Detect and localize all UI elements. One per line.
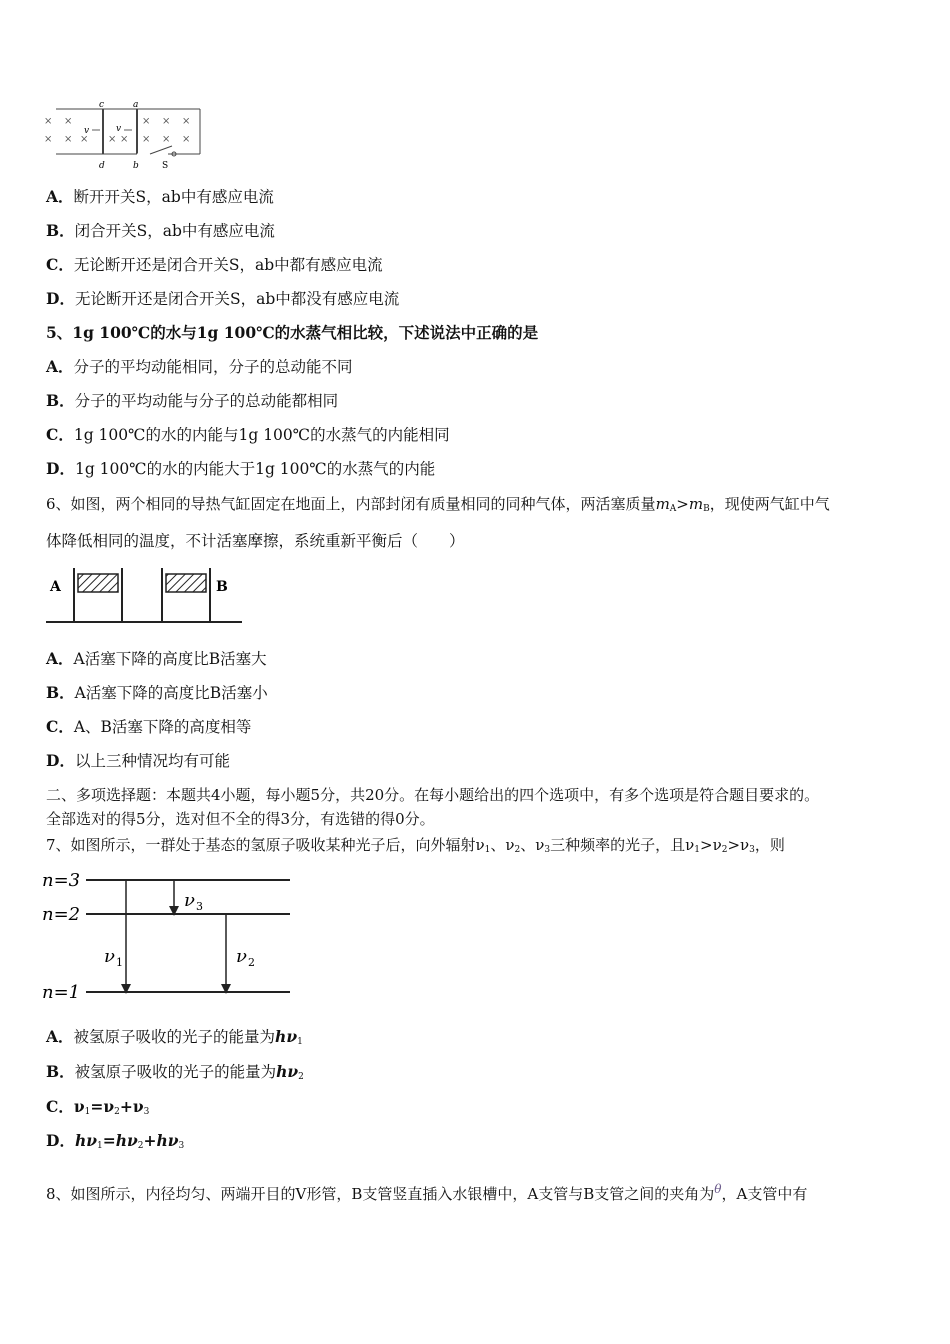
q5-option-a: A．分子的平均动能相同，分子的总动能不同	[46, 357, 353, 376]
label-c: c	[99, 100, 105, 110]
q5-option-c: C．1g 100℃的水的内能与1g 100℃的水蒸气的内能相同	[46, 425, 450, 444]
svg-text:×: ×	[182, 116, 191, 127]
svg-text:×: ×	[64, 116, 73, 127]
q7-option-d: D．$h\nu_1=h\nu_2+h\nu_3$	[46, 1131, 185, 1151]
label-a: a	[133, 100, 139, 110]
q6-option-c: C．A、B活塞下降的高度相等	[46, 717, 252, 736]
q8-stem: 8、如图所示，内径均匀、两端开目的V形管，B支管竖直插入水银槽中，A支管与B支管之间的夹角为$^\theta$，A支管中有	[46, 1182, 808, 1203]
nu3-subscript: 3	[196, 900, 203, 913]
q6-option-b: B．A活塞下降的高度比B活塞小	[46, 683, 268, 702]
q6-stem-line1: 6、如图，两个相同的导热气缸固定在地面上，内部封闭有质量相同的同种气体，两活塞质量$m_A>m_B$，现使两气缸中气	[46, 495, 830, 514]
svg-text:×: ×	[80, 134, 89, 145]
q7-stem: 7、如图所示，一群处于基态的氢原子吸收某种光子后，向外辐射$\nu_1$、$\nu_2$、$\nu_3$三种频率的光子，且$\nu_1>\nu_2>\nu_3$，则	[46, 836, 785, 855]
label-s: S	[162, 161, 169, 171]
svg-text:×: ×	[162, 134, 171, 145]
svg-text:×: ×	[120, 134, 129, 145]
label-d: d	[99, 161, 105, 171]
q4-option-c: C．无论断开还是闭合开关S，ab中都有感应电流	[46, 255, 383, 274]
q4-option-b: B．闭合开关S，ab中有感应电流	[46, 221, 275, 240]
svg-text:×: ×	[44, 134, 53, 145]
svg-text:×: ×	[142, 116, 151, 127]
label-v-left: v	[84, 126, 90, 136]
nu1-subscript: 1	[116, 956, 123, 969]
energy-level-figure	[42, 866, 294, 1006]
cylinder-a-label: A	[50, 579, 61, 595]
nu2-subscript: 2	[248, 956, 255, 969]
svg-text:×: ×	[162, 116, 171, 127]
level-n1: n=1	[42, 982, 81, 1003]
svg-text:×: ×	[64, 134, 73, 145]
svg-text:×: ×	[44, 116, 53, 127]
q6-option-d: D．以上三种情况均有可能	[46, 751, 230, 770]
section2-heading: 二、多项选择题：本题共4小题，每小题5分，共20分。在每小题给出的四个选项中，有多个选项是符合题目要求的。	[46, 786, 820, 804]
svg-text:×: ×	[182, 134, 191, 145]
q4-option-d: D．无论断开还是闭合开关S，ab中都没有感应电流	[46, 289, 400, 308]
q4-option-a: A．断开开关S，ab中有感应电流	[46, 187, 274, 206]
q6-option-a: A．A活塞下降的高度比B活塞大	[46, 649, 267, 668]
svg-text:×: ×	[108, 134, 117, 145]
q5-option-b: B．分子的平均动能与分子的总动能都相同	[46, 391, 339, 410]
q5-option-d: D．1g 100℃的水的内能大于1g 100℃的水蒸气的内能	[46, 459, 436, 478]
svg-text:×: ×	[142, 134, 151, 145]
label-b: b	[133, 161, 139, 171]
label-v-right: v	[116, 124, 122, 134]
level-n3: n=3	[42, 870, 81, 891]
cylinder-b-label: B	[216, 579, 228, 595]
nu3-symbol: ν	[184, 890, 195, 911]
q7-option-b: B．被氢原子吸收的光子的能量为$h\nu_2$	[46, 1062, 304, 1082]
q7-option-c: C．$\nu_1=\nu_2+\nu_3$	[46, 1097, 150, 1117]
level-n2: n=2	[42, 904, 81, 925]
q6-stem-line2: 体降低相同的温度，不计活塞摩擦，系统重新平衡后（ ）	[46, 532, 465, 550]
section2-scoring: 全部选对的得5分，选对但不全的得3分，有选错的得0分。	[46, 810, 435, 828]
circuit-figure	[40, 100, 210, 172]
q5-stem: 5、1g 100℃的水与1g 100℃的水蒸气相比较，下述说法中正确的是	[46, 323, 539, 342]
cylinders-figure	[44, 562, 244, 628]
nu2-symbol: ν	[236, 946, 247, 967]
nu1-symbol: ν	[104, 946, 115, 967]
q7-option-a: A．被氢原子吸收的光子的能量为$h\nu_1$	[46, 1027, 303, 1047]
